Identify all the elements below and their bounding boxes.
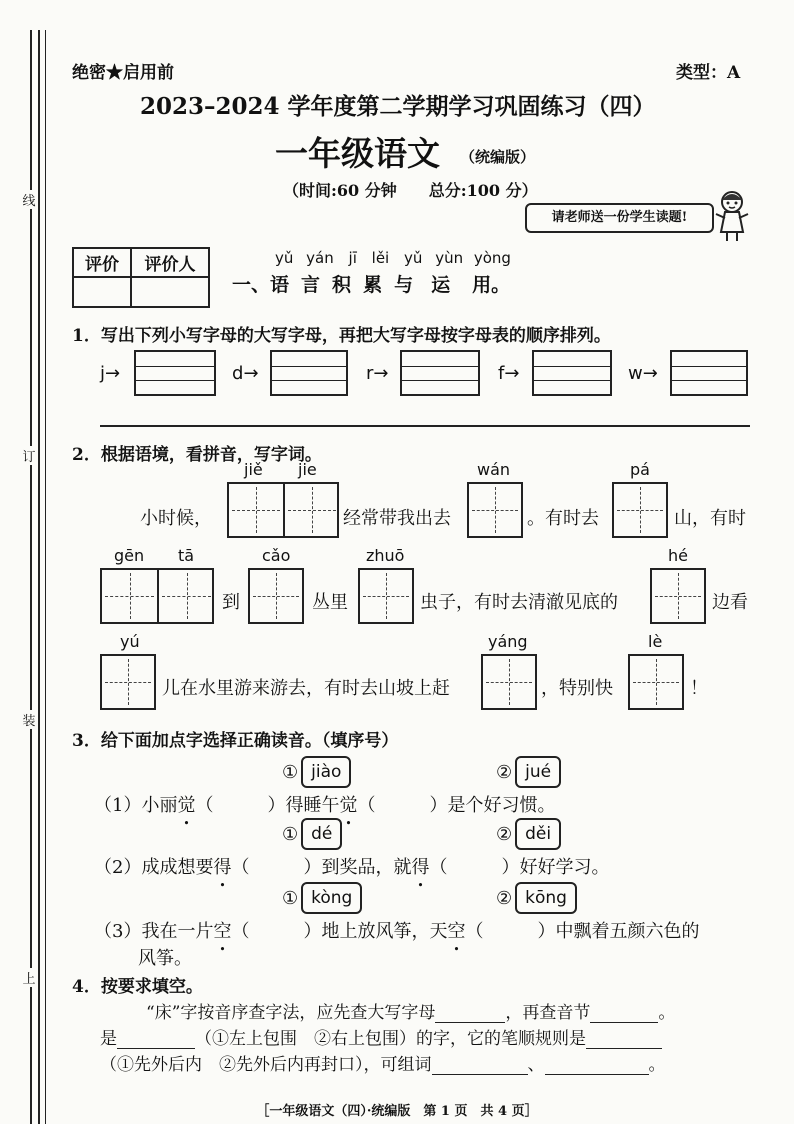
sentence-part: （ ）是个好习惯。 (357, 795, 556, 816)
arrow-icon: → (373, 363, 389, 384)
writing-grid-pa[interactable] (612, 482, 668, 538)
pinyin-cao: cǎo (262, 546, 291, 565)
q2-text: 丛里 (312, 592, 348, 613)
item-number: （1） (94, 795, 142, 816)
sentence-part: （ ）到奖品，就 (231, 857, 412, 878)
pinyin-le: lè (648, 632, 663, 651)
pinyin: yǔ (404, 249, 423, 267)
uppercase-box-r[interactable] (400, 350, 480, 396)
pinyin-he: hé (668, 546, 688, 565)
pinyin: lěi (371, 249, 390, 267)
pinyin-yang: yáng (488, 632, 528, 651)
q3-item-3 (94, 917, 699, 943)
option-pinyin: kōng (515, 882, 577, 914)
pinyin-zhuo: zhuō (366, 546, 405, 565)
eval-cell[interactable] (73, 277, 131, 307)
pinyin-jie: jie (298, 460, 317, 479)
uppercase-box-d[interactable] (270, 350, 348, 396)
dotted-char: 觉 (339, 795, 358, 816)
option-pinyin: jué (515, 756, 561, 788)
letter-f (498, 363, 519, 384)
option-number: ① (282, 761, 299, 783)
time-score: （时间:60 分钟 总分:100 分） (283, 181, 538, 200)
q2-text: 虫子，有时去清澈见底的 (420, 592, 618, 613)
section1-pinyin (275, 249, 511, 267)
girl-cartoon-icon (710, 188, 754, 244)
q2-prompt: 2．根据语境，看拼音，写字词。 (72, 445, 322, 465)
eval-header: 评价 (73, 248, 131, 277)
dotted-char: 得 (411, 857, 430, 878)
letter-d (232, 363, 259, 384)
option-1-1 (282, 756, 351, 788)
q2-text: 山，有时 (674, 508, 746, 529)
writing-grid-genta[interactable] (100, 568, 214, 624)
sentence-part: 、 (527, 1055, 545, 1075)
option-number: ② (496, 761, 513, 783)
letter: j (100, 363, 106, 384)
secret-label: 绝密★启用前 (72, 63, 174, 83)
title-char: 与 (394, 274, 414, 296)
item-number: （3） (94, 921, 142, 942)
pinyin: yòng (473, 249, 511, 267)
blank-syllable[interactable] (590, 1004, 658, 1023)
pinyin-jie3: jiě (244, 460, 263, 479)
uppercase-box-j[interactable] (134, 350, 216, 396)
teacher-note: 请老师送一份学生读题! (525, 203, 714, 233)
writing-grid-zhuo[interactable] (358, 568, 414, 624)
margin-label-line: 线 (20, 190, 38, 209)
q2-text: ！ (690, 678, 708, 699)
blank-word-2[interactable] (545, 1056, 649, 1075)
evaluator-cell[interactable] (131, 277, 209, 307)
writing-grid-cao[interactable] (248, 568, 304, 624)
binding-line (45, 30, 46, 1124)
title-period: 。 (491, 274, 511, 296)
pinyin-pa: pá (630, 460, 650, 479)
writing-grid-le[interactable] (628, 654, 684, 710)
margin-label-top: 上 (20, 968, 38, 987)
sentence-part: 。 (648, 1055, 666, 1075)
option-2-2 (496, 818, 561, 850)
q1-prompt: 1．写出下列小写字母的大写字母，再把大写字母按字母表的顺序排列。 (72, 326, 611, 346)
letter: f (498, 363, 505, 384)
writing-grid-he[interactable] (650, 568, 706, 624)
pinyin-wan: wán (477, 460, 511, 479)
section1-title (232, 270, 510, 297)
type-label: 类型：A (676, 63, 741, 83)
dotted-char: 得 (213, 857, 232, 878)
q3-item-3-cont: 风筝。 (138, 948, 192, 969)
pinyin-gen: gēn (114, 546, 145, 565)
pinyin: jī (348, 249, 357, 267)
option-pinyin: dé (301, 818, 342, 850)
pinyin: yǔ (275, 249, 294, 267)
sentence-part: ，再查音节 (505, 1003, 591, 1023)
title-char: 语 (270, 274, 290, 296)
blank-structure[interactable] (117, 1030, 195, 1049)
pinyin: yùn (435, 249, 464, 267)
binding-line (38, 30, 40, 1124)
item-number: （2） (94, 857, 142, 878)
arrow-icon: → (105, 363, 121, 384)
option-number: ② (496, 823, 513, 845)
dotted-char: 空 (213, 921, 232, 942)
q4-line-2 (100, 1024, 662, 1049)
title-char: 运 (431, 274, 451, 296)
page-footer: ［一年级语文（四）·统编版 第 1 页 共 4 页］ (256, 1104, 538, 1119)
sentence-part: “床”字按音序查字法，应先查大写字母 (146, 1003, 436, 1023)
option-pinyin: jiào (301, 756, 351, 788)
q2-text: 经常带我出去 (343, 508, 451, 529)
q4-prompt: 4．按要求填空。 (72, 977, 203, 997)
letter: w (628, 363, 643, 384)
q2-text: 到 (222, 592, 240, 613)
exam-title: 2023–2024 学年度第二学期学习巩固练习（四） (140, 93, 656, 120)
q3-item-1 (94, 791, 555, 817)
option-3-1 (282, 882, 362, 914)
q2-text: 小时候， (140, 508, 212, 529)
q3-item-2 (94, 853, 609, 879)
q2-text: 边看 (712, 592, 748, 613)
letter-r (366, 363, 389, 384)
q2-text: ，特别快 (541, 678, 613, 699)
uppercase-box-f[interactable] (532, 350, 612, 396)
sentence-part: 是 (100, 1029, 117, 1049)
option-number: ① (282, 887, 299, 909)
sentence-part: 我在一片 (141, 921, 214, 942)
option-1-2 (496, 756, 561, 788)
margin-label-order: 订 (20, 446, 38, 465)
letter-j (100, 363, 120, 384)
section-number: 一、 (232, 274, 271, 296)
q4-line-1: “床”字按音序查字法，应先查大写字母 ，再查音节 。 (146, 1003, 676, 1023)
blank-letter[interactable] (435, 1004, 505, 1023)
pinyin-yu: yú (120, 632, 140, 651)
writing-grid-jiejie[interactable] (227, 482, 339, 538)
dotted-char: 觉 (177, 795, 196, 816)
writing-grid-yang[interactable] (481, 654, 537, 710)
pinyin-ta: tā (178, 546, 195, 565)
option-number: ① (282, 823, 299, 845)
sentence-part: （①先外后内 ②先外后内再封口），可组词 (100, 1055, 432, 1075)
q4-line-3 (100, 1050, 666, 1075)
q2-text: 。有时去 (527, 508, 599, 529)
option-number: ② (496, 887, 513, 909)
sentence-part: 成成想要 (141, 857, 214, 878)
arrow-icon: → (504, 363, 520, 384)
dotted-char: 空 (447, 921, 466, 942)
sentence-part: （ ）中飘着五颜六色的 (465, 921, 700, 942)
q3-prompt: 3．给下面加点字选择正确读音。（填序号） (72, 731, 399, 751)
title-char: 积 (332, 274, 352, 296)
evaluation-table (72, 247, 210, 308)
arrow-icon: → (642, 363, 658, 384)
sentence-part: 小丽 (141, 795, 178, 816)
option-3-2 (496, 882, 577, 914)
blank-stroke-rule[interactable] (586, 1030, 662, 1049)
writing-grid-yu[interactable] (100, 654, 156, 710)
q2-text: 儿在水里游来游去，有时去山坡上赶 (162, 678, 450, 699)
title-char: 累 (363, 274, 383, 296)
letter-w (628, 363, 658, 384)
title-char: 用 (472, 274, 492, 296)
option-2-1 (282, 818, 342, 850)
edition-label: （统编版） (460, 148, 536, 166)
blank-word-1[interactable] (432, 1056, 528, 1075)
uppercase-box-w[interactable] (670, 350, 748, 396)
sentence-part: （①左上包围 ②右上包围）的字，它的笔顺规则是 (195, 1029, 586, 1049)
sentence-part: （ ）地上放风筝，天 (231, 921, 448, 942)
writing-grid-wan[interactable] (467, 482, 523, 538)
evaluator-header: 评价人 (131, 248, 209, 277)
title-char: 言 (301, 274, 321, 296)
ordering-line[interactable] (100, 425, 750, 427)
letter: d (232, 363, 244, 384)
subject-title: 一年级语文 (275, 134, 440, 173)
option-pinyin: děi (515, 818, 561, 850)
pinyin: yán (306, 249, 334, 267)
arrow-icon: → (243, 363, 259, 384)
sentence-part: （ ）好好学习。 (429, 857, 610, 878)
letter: r (366, 363, 374, 384)
margin-label-bind: 装 (20, 710, 38, 729)
sentence-part: （ ）得睡午 (195, 795, 340, 816)
option-pinyin: kòng (301, 882, 362, 914)
